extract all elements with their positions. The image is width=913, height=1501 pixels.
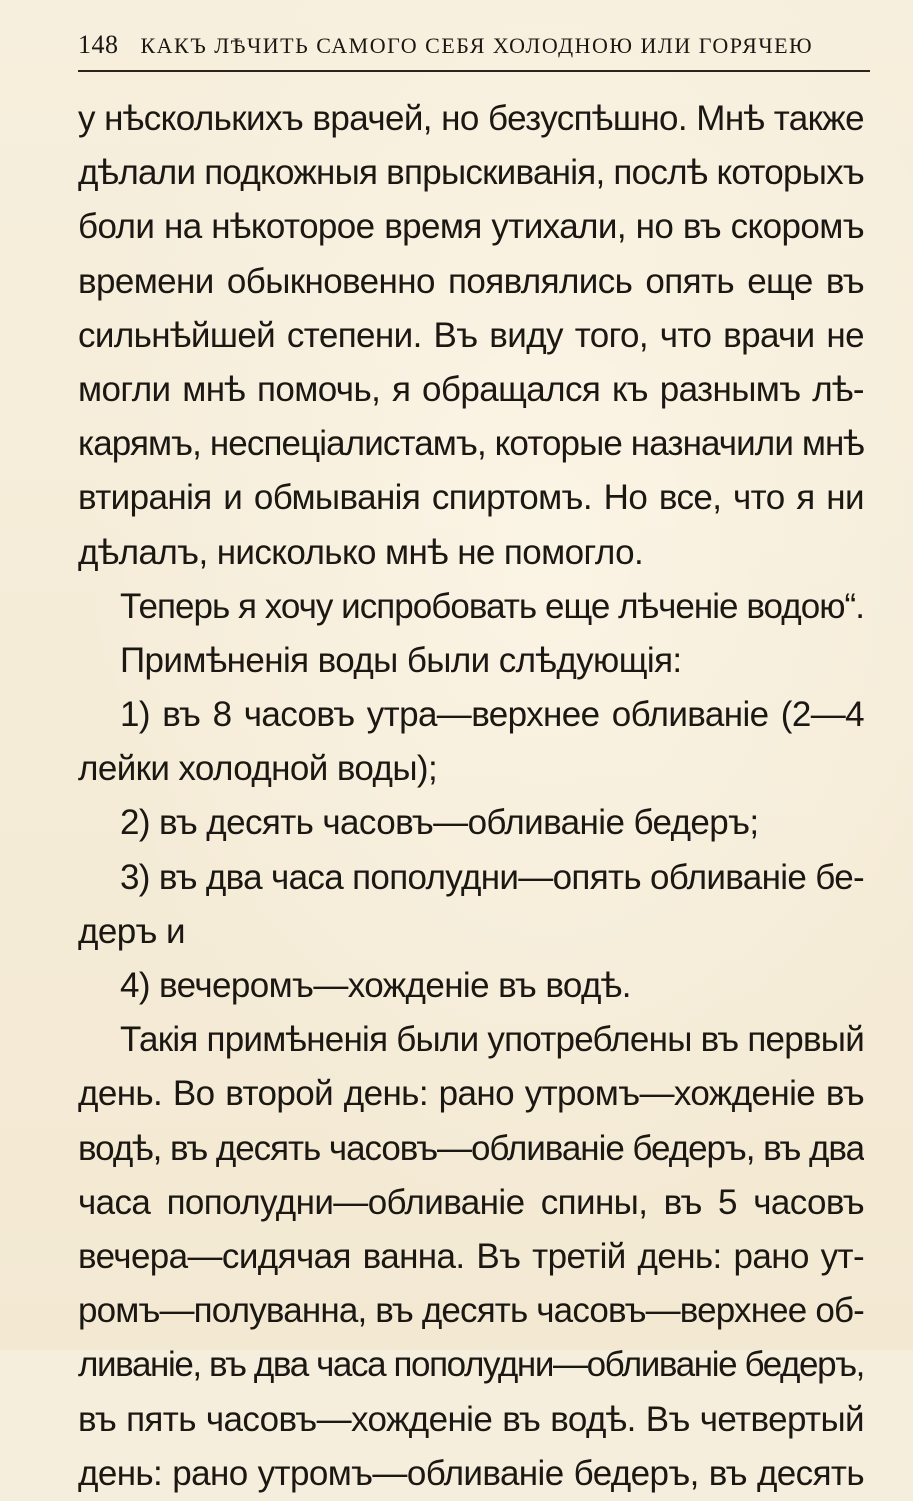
text-line: дѣлалъ, нисколько мнѣ не помогло. [78, 532, 644, 572]
text-line: часа пополудни—обливаніе спины, въ 5 часовъ [78, 1182, 864, 1222]
text-line: втиранія и обмыванія спиртомъ. Но все, что я ни [78, 478, 864, 518]
text-line: дѣлали подкожныя впрыскиванія, послѣ которыхъ [78, 153, 864, 193]
text-line: боли на нѣкоторое время утихали, но въ скоромъ [78, 207, 864, 247]
header-rule [78, 70, 870, 72]
text-line: день. Во второй день: рано утромъ—хожденіе въ [78, 1074, 864, 1114]
text-line: водѣ, въ десять часовъ—обливаніе бедеръ, въ два [78, 1128, 864, 1168]
running-head [78, 30, 870, 66]
text-line: у нѣсколькихъ врачей, но безуспѣшно. Мнѣ также [78, 99, 864, 138]
text-line: сильнѣйшей степени. Въ виду того, что врачи не [78, 315, 864, 355]
text-line: ливаніе, въ два часа пополудни—обливаніе бедеръ, [78, 1345, 864, 1385]
list-item-line: 2) въ десять часовъ—обливаніе бедеръ; [120, 803, 759, 843]
text-line: карямъ, неспеціалистамъ, которые назначили мнѣ [78, 424, 864, 464]
text-line: времени обыкновенно появлялись опять еще въ [78, 261, 864, 301]
running-title: КАКЪ ЛѢЧИТЬ САМОГО СЕБЯ ХОЛОДНОЮ ИЛИ ГОРЯЧЕЮ [140, 33, 814, 58]
text-line: деръ и [78, 911, 185, 951]
text-line: въ пять часовъ—хожденіе въ водѣ. Въ четвертый [78, 1399, 864, 1439]
text-line: лейки холодной воды); [78, 749, 438, 789]
paragraph-line: Теперь я хочу испробовать еще лѣченіе водою“. [120, 586, 864, 626]
paragraph-line: Такія примѣненія были употреблены въ первый [120, 1020, 864, 1060]
page-number: 148 [78, 30, 119, 59]
list-item-line: 1) въ 8 часовъ утра—верхнее обливаніе (2—4 [120, 695, 864, 735]
text-line: вечера—сидячая ванна. Въ третій день: рано ут- [78, 1236, 864, 1276]
text-line: ромъ—полуванна, въ десять часовъ—верхнее об- [78, 1291, 864, 1331]
paragraph-line: Примѣненія воды были слѣдующія: [120, 640, 682, 680]
body-text [78, 92, 864, 1501]
list-item-line: 4) вечеромъ—хожденіе въ водѣ. [120, 966, 631, 1005]
text-line: день: рано утромъ—обливаніе бедеръ, въ десять [78, 1453, 864, 1493]
text-line: могли мнѣ помочь, я обращался къ разнымъ лѣ- [78, 369, 864, 409]
list-item-line: 3) въ два часа пополудни—опять обливаніе бе- [120, 857, 864, 897]
